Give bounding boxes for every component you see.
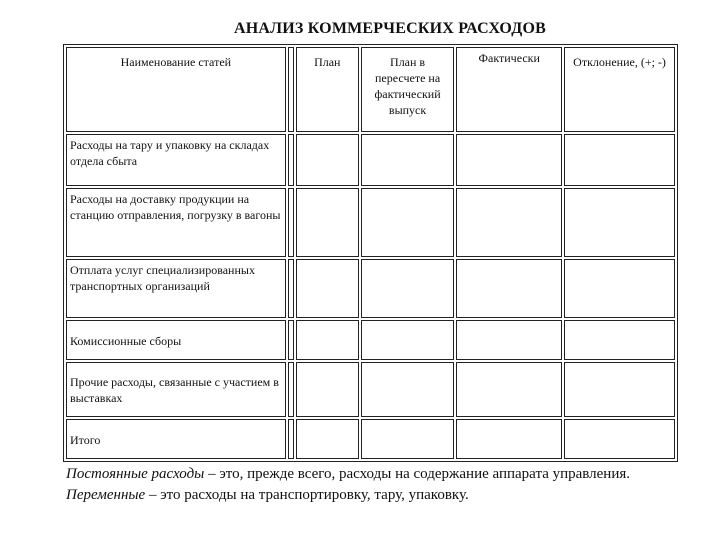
cell-actual [456,419,562,459]
cell-deviation [564,362,675,417]
definitions-note [66,464,706,506]
spacer-cell [288,47,294,132]
cell-actual [456,188,562,257]
cell-plan-recalc [361,362,455,417]
cell-deviation [564,134,675,187]
spacer-cell [288,259,294,318]
row-label: Расходы на тару и упаковку на складах отдела сбыта [66,134,286,187]
table-row-total [66,419,675,459]
variable-costs-definition: – это расходы на транспортировку, тару, упаковку. [145,487,469,503]
row-label: Расходы на доставку продукции на станцию отправления, погрузку в вагоны [66,188,286,257]
cell-plan-recalc [361,320,455,360]
header-plan-recalc: План в пересчете на фактический выпуск [361,47,455,132]
cell-plan [296,259,359,318]
row-label: Отплата услуг специализированных транспортных организаций [66,259,286,318]
cell-plan-recalc [361,134,455,187]
cell-deviation [564,259,675,318]
spacer-cell [288,419,294,459]
spacer-cell [288,362,294,417]
cell-plan [296,320,359,360]
cell-plan-recalc [361,188,455,257]
cell-plan [296,362,359,417]
cell-plan [296,419,359,459]
table-header-row [66,47,675,132]
table-row [66,320,675,360]
cell-deviation [564,419,675,459]
row-label-total: Итого [66,419,286,459]
cell-plan [296,188,359,257]
table-row [66,259,675,318]
cell-actual [456,362,562,417]
table-row [66,362,675,417]
cell-actual [456,134,562,187]
fixed-costs-definition: – это, прежде всего, расходы на содержание аппарата управления. [204,466,631,482]
expenses-table [63,44,678,462]
cell-plan-recalc [361,259,455,318]
spacer-cell [288,320,294,360]
header-deviation: Отклонение, (+; -) [564,47,675,132]
table-row [66,134,675,187]
row-label: Прочие расходы, связанные с участием в выставках [66,362,286,417]
page-title: АНАЛИЗ КОММЕРЧЕСКИХ РАСХОДОВ [234,20,546,37]
cell-actual [456,259,562,318]
fixed-costs-term: Постоянные расходы [66,466,205,482]
cell-plan [296,134,359,187]
header-plan: План [296,47,359,132]
spacer-cell [288,188,294,257]
spacer-cell [288,134,294,187]
header-item-name: Наименование статей [66,47,286,132]
cell-plan-recalc [361,419,455,459]
cell-deviation [564,188,675,257]
variable-costs-term: Переменные [66,487,146,503]
row-label: Комиссионные сборы [66,320,286,360]
table-row [66,188,675,257]
header-actual: Фактически [456,47,562,132]
cell-deviation [564,320,675,360]
cell-actual [456,320,562,360]
